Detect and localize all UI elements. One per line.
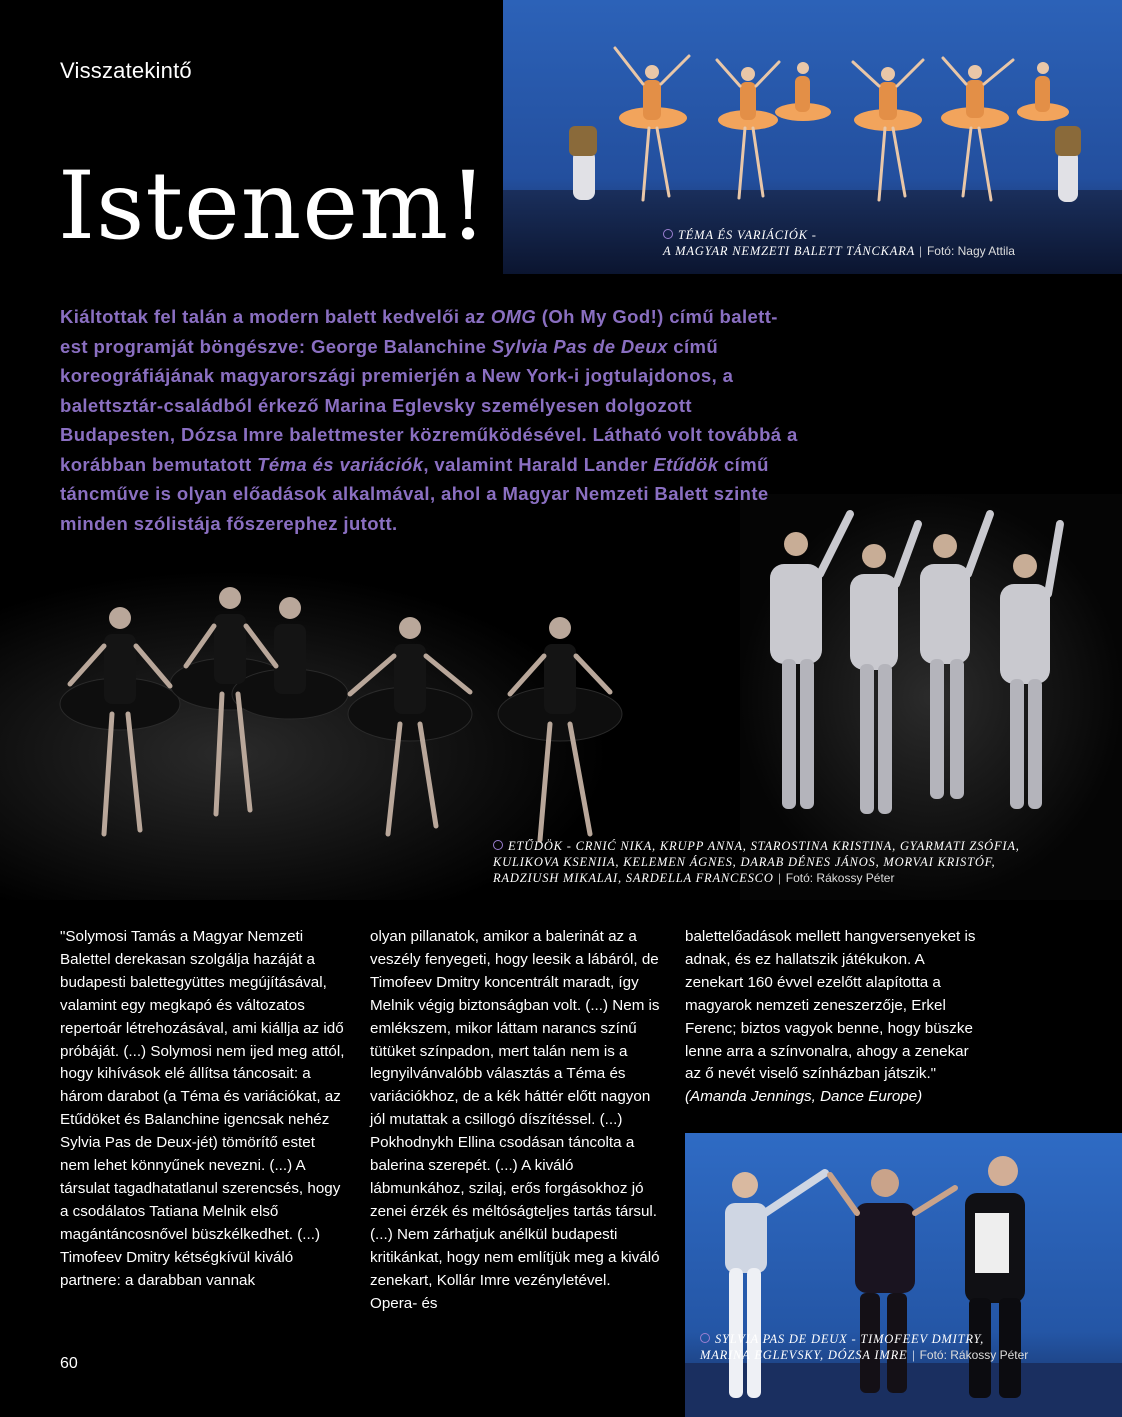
caption-cast: RADZIUSH MIKALAI, SARDELLA FRANCESCO <box>493 871 774 885</box>
body-column-3 <box>685 926 985 1109</box>
photo-credit: Fotó: Nagy Attila <box>926 244 1015 258</box>
lead-text: című koreográfiájának magyarországi premierjén a New York-i jogtulajdonos, a balettsztár-családból érkező Marina Eglevsky személyesen dolgozott Budapesten, Dózsa Imre balettmester közreműködésével. Látható volt továbbá a korábban bemutatott <box>60 335 798 475</box>
caption-top-photo: TÉMA ÉS VARIÁCIÓK - A MAGYAR NEMZETI BALETT TÁNCKARA | Fotó: Nagy Attila <box>663 228 1015 258</box>
body-text: "Solymosi Tamás a Magyar Nemzeti Balettel derekasan szolgálja hazáját a budapesti balettegyüttes megújításával, valamint egy megkapó és változatos repertoár létrehozásával, ami kiállja az idő próbáját. (...) Solymosi nem ijed meg attól, hogy kihívások elé állítsa táncosait: a három darabot (a Téma és variációkat, az Etűdöket és Balanchine igencsak nehéz Sylvia Pas de Deux-jét) tömörítő estet nem lehet könnyűnek nevezni. (...) A társulat tagadhatatlanul szerencsés, hogy a csodálatos Tatiana Melnik első magántáncosnővel büszkélkedhet. (...) Timofeev Dmitry kétségkívül kiváló partnere: a darabban vannak <box>60 928 345 1289</box>
caption-cast: SYLVIA PAS DE DEUX - TIMOFEEV DMITRY, <box>715 1332 985 1346</box>
lead-title-tema: Téma és variációk <box>257 453 424 475</box>
caption-bullet-icon <box>663 229 673 239</box>
page-number: 60 <box>60 1355 78 1372</box>
body-column-2 <box>370 926 660 1315</box>
caption-cast: MARINA EGLEVSKY, DÓZSA IMRE <box>700 1348 908 1362</box>
caption-middle-photo: ETŰDÖK - CRNIĆ NIKA, KRUPP ANNA, STAROSTINA KRISTINA, GYARMATI ZSÓFIA, KULIKOVA KSENIIA, KELEMEN ÁGNES, DARAB DÉNES JÁNOS, MORVAI KRISTÓF, RADZIUSH MIKALAI, SARDELLA FRANCESCO | Fotó: Rákossy Péter <box>493 838 1103 886</box>
lead-paragraph <box>60 302 800 538</box>
photo-sylvia-pas-de-deux <box>685 1133 1122 1417</box>
lead-title-etudok: Etűdök <box>653 453 719 475</box>
caption-bullet-icon <box>493 840 503 850</box>
lead-title-omg: OMG <box>490 306 537 327</box>
caption-bullet-icon <box>700 1333 710 1343</box>
body-column-1 <box>60 926 345 1293</box>
page-title: Istenem! <box>58 152 488 261</box>
lead-title-sylvia: Sylvia Pas de Deux <box>491 335 668 357</box>
caption-title: TÉMA ÉS VARIÁCIÓK - <box>678 228 817 242</box>
section-label: Visszatekintő <box>60 58 192 83</box>
lead-text: (Oh My God!) című balett-est programját böngészve: George Balanchine <box>60 306 778 357</box>
lead-text: , valamint Harald Lander <box>423 453 654 475</box>
body-text: balettelőadások mellett hangversenyeket is adnak, és ez hallatszik játékukon. A zenekart 160 évvel ezelőtt alapította a magyarok nemzeti zeneszerzője, Erkel Ferenc; biztos vagyok benne, hogy büszke lenne arra a színvonalra, ahogy a zenekar az ő nevét viselő színházban játszik." <box>685 928 976 1083</box>
photo-credit: Fotó: Rákossy Péter <box>785 871 895 885</box>
photo-credit: Fotó: Rákossy Péter <box>919 1348 1029 1362</box>
quote-citation: (Amanda Jennings, Dance Europe) <box>685 1088 923 1106</box>
caption-cast: KULIKOVA KSENIIA, KELEMEN ÁGNES, DARAB DÉNES JÁNOS, MORVAI KRISTÓF, <box>493 855 996 869</box>
caption-cast: ETŰDÖK - CRNIĆ NIKA, KRUPP ANNA, STAROSTINA KRISTINA, GYARMATI ZSÓFIA, <box>508 839 1020 853</box>
caption-bottom-photo: SYLVIA PAS DE DEUX - TIMOFEEV DMITRY, MARINA EGLEVSKY, DÓZSA IMRE | Fotó: Rákossy Péter <box>700 1332 1029 1362</box>
lead-text: című táncműve is olyan előadások alkalmával, ahol a Magyar Nemzeti Balett szinte minden szólistája főszerephez jutott. <box>60 453 769 534</box>
caption-subtitle: A MAGYAR NEMZETI BALETT TÁNCKARA <box>663 244 915 258</box>
body-text: olyan pillanatok, amikor a balerinát az a veszély fenyegeti, hogy leesik a lábáról, de Timofeev Dmitry koncentrált maradt, így Melnik végig biztonságban volt. (...) Nem is emlékszem, mikor láttam narancs színű tütüket színpadon, mert talán nem is a legnyilvánvalóbb választás a Téma és variációkhoz, de a kék háttér előtt nagyon jól mutattak a csillogó díszítéssel. (...) Pokhodnykh Ellina csodásan táncolta a balerina szerepét. (...) A kiváló lábmunkához, szilaj, erős forgásokhoz jó zenei érzék és méltóságteljes tartás társul. (...) Nem zárhatjuk anélkül budapesti kritikánkat, hogy nem említjük meg a kiváló zenekart, Kollár Imre vezényletével. Opera- és <box>370 928 660 1312</box>
lead-text: Kiáltottak fel talán a modern balett kedvelői az <box>60 306 491 327</box>
